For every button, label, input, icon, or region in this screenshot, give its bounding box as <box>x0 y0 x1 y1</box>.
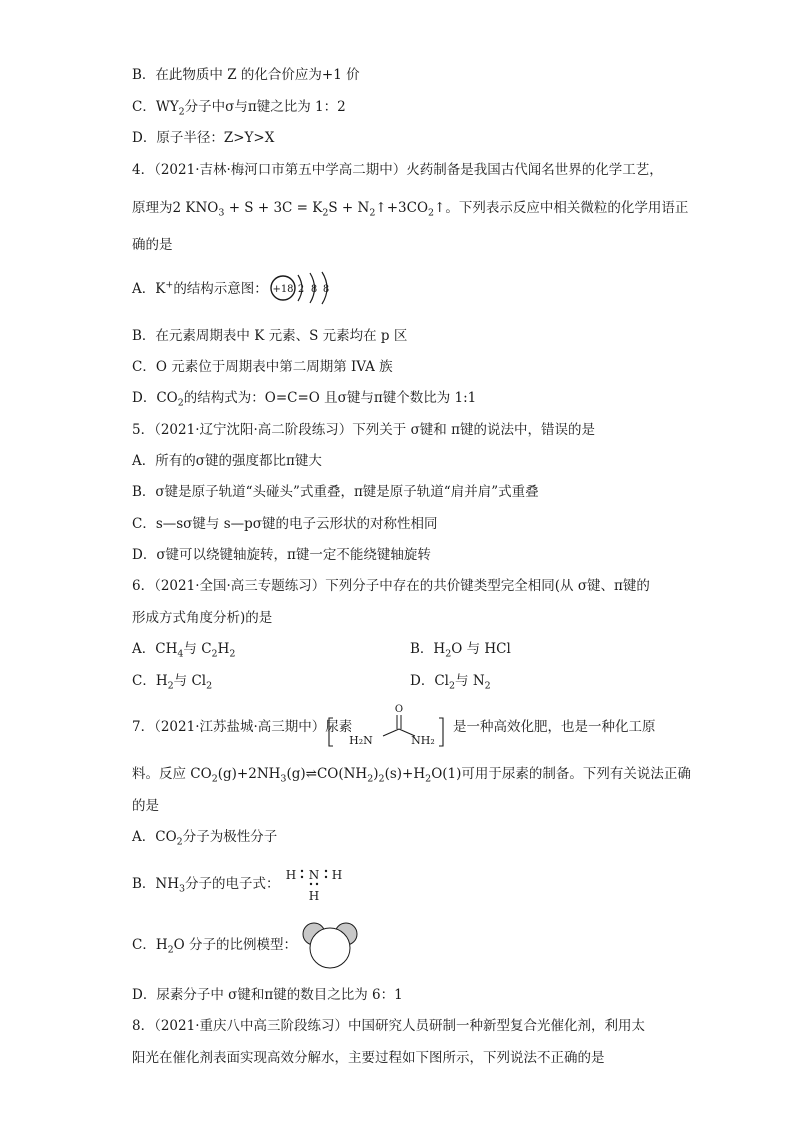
dot-n: N <box>308 868 320 882</box>
dot-h-bottom: H <box>308 889 320 903</box>
q5-option-c: C．s—sσ键与 s—pσ键的电子云形状的对称性相同 <box>132 516 438 532</box>
q6-stem-line2: 形成方式角度分析)的是 <box>132 610 273 626</box>
q8-stem-line1: 8．（2021·重庆八中高三阶段练习）中国研究人员研制一种新型复合光催化剂，利用太 <box>132 1018 645 1034</box>
q7-stem-post: 是一种高效化肥，也是一种化工原 <box>453 719 656 735</box>
dot-h-left: H <box>285 868 297 882</box>
q4-option-a: A．K+的结构示意图： <box>132 279 268 297</box>
q3-option-b: B．在此物质中 Z 的化合价应为+1 价 <box>132 67 360 83</box>
q4-stem-line2: 原理为2 $KNO_3 + S + 3C = K_2S$ + $N_2↑+3CO_2↑$。下列表示反应中相关微粒的化学用语正 <box>132 200 689 219</box>
q6-option-d: D．$Cl_2$与 $N_2$ <box>410 673 491 692</box>
shell-count-1: 2 <box>297 284 305 295</box>
q6-option-c: C．$H_2$与 $Cl_2$ <box>132 673 213 692</box>
h2o-space-filling-model <box>300 920 362 970</box>
urea-structure-diagram <box>327 702 447 748</box>
q6-stem-line1: 6．（2021·全国·高三专题练习）下列分子中存在的共价键类型完全相同(从 σ键、π键的 <box>132 578 650 594</box>
q5-option-a: A．所有的σ键的强度都比π键大 <box>132 453 322 469</box>
q6-option-a: A．$CH_4$与 $C_2H_2$ <box>132 641 236 660</box>
q8-stem-line2: 阳光在催化剂表面实现高效分解水，主要过程如下图所示，下列说法不正确的是 <box>132 1050 605 1066</box>
nucleus-charge: +18 <box>272 284 294 295</box>
nh3-electron-dot-diagram <box>283 862 353 906</box>
q5-option-d: D．σ键可以绕键轴旋转，π键一定不能绕键轴旋转 <box>132 547 431 563</box>
q4-option-d: D．$CO_2$的结构式为：O=C=O 且σ键与π键个数比为 1:1 <box>132 390 477 409</box>
q4-option-b: B．在元素周期表中 K 元素、S 元素均在 p 区 <box>132 328 408 344</box>
q5-option-b: B．σ键是原子轨道“头碰头”式重叠，π键是原子轨道“肩并肩”式重叠 <box>132 484 539 500</box>
urea-right-amine: NH₂ <box>411 734 435 747</box>
q3-option-c: C．$WY_2$分子中σ与π键之比为 1：2 <box>132 99 346 118</box>
q4-equation: 2 $KNO_3 + S + 3C = K_2S$ + $N_2↑+3CO_2↑$ <box>172 200 446 219</box>
dot-h-right: H <box>331 868 343 882</box>
shell-count-2: 8 <box>310 284 318 295</box>
q3-option-d: D．原子半径：Z>Y>X <box>132 130 275 146</box>
q6-option-b: B．$H_2O$ 与 HCl <box>410 641 511 660</box>
q4-stem-line1: 4．（2021·吉林·梅河口市第五中学高二期中）火药制备是我国古代闻名世界的化学工艺， <box>132 162 663 178</box>
q7-option-a: A．$CO_2$分子为极性分子 <box>132 829 278 848</box>
k-ion-structure-diagram <box>268 270 338 306</box>
shell-count-3: 8 <box>322 284 330 295</box>
q7-stem-pre: 7．（2021·江苏盐城·高三期中）尿素 <box>132 719 353 735</box>
q7-option-c: C．$H_2O$ 分子的比例模型： <box>132 937 298 956</box>
q4-option-c: C．O 元素位于周期表中第二周期第 IVA 族 <box>132 359 393 375</box>
q7-stem-line2: 料。反应 $CO_2(g)+2NH_3(g)\rightleftharpoons CO(NH_2)_2(s)+H_2O(1)$可用于尿素的制备。下列有关说法正确 <box>132 766 691 785</box>
q5-stem: 5．（2021·辽宁沈阳·高二阶段练习）下列关于 σ键和 π键的说法中，错误的是 <box>132 422 595 438</box>
right-bracket <box>439 718 443 746</box>
o-atom <box>310 928 350 968</box>
q7-option-d: D．尿素分子中 σ键和π键的数目之比为 6：1 <box>132 987 403 1003</box>
q4-stem-line3: 确的是 <box>132 237 173 253</box>
q7-stem-line3: 的是 <box>132 798 159 814</box>
q7-option-b: B．$NH_3$分子的电子式： <box>132 876 280 895</box>
urea-left-amine: H₂N <box>349 734 373 747</box>
left-bracket <box>329 718 333 746</box>
urea-oxygen: O <box>394 704 404 715</box>
